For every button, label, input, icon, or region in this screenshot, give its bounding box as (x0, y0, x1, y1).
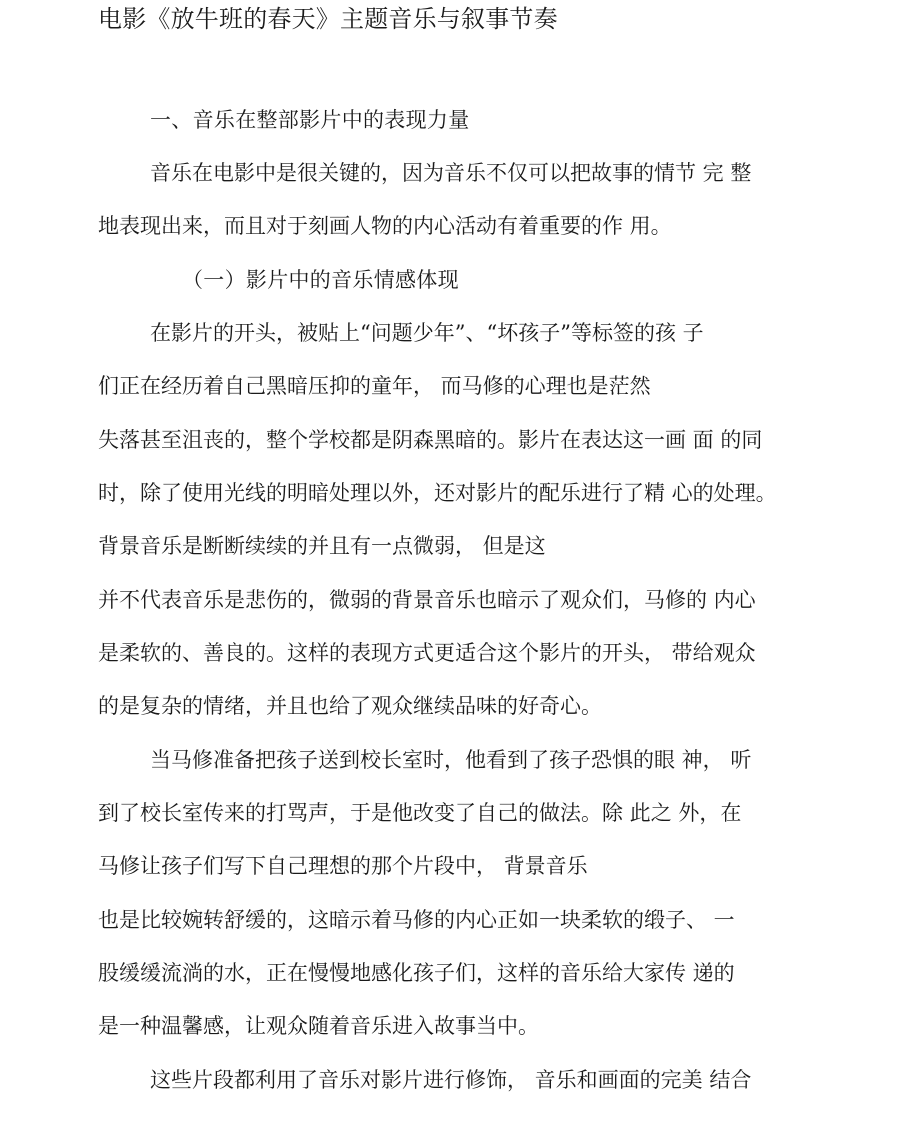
paragraph-2-line: 当马修准备把孩子送到校长室时，他看到了孩子恐惧的眼 神， 听 (150, 748, 752, 772)
paragraph-2-line: 是一种温馨感，让观众随着音乐进入故事当中。 (98, 1014, 539, 1038)
paragraph-1-line: 背景音乐是断断续续的并且有一点微弱， 但是这 (98, 534, 546, 558)
paragraph-1-line: 并不代表音乐是悲伤的，微弱的背景音乐也暗示了观众们，马修的 内心 (98, 588, 756, 612)
paragraph-1-line: 的是复杂的情绪，并且也给了观众继续品味的好奇心。 (98, 694, 602, 718)
subsection-heading: （一）影片中的音乐情感体现 (182, 268, 459, 292)
section-intro-line: 地表现出来，而且对于刻画人物的内心活动有着重要的作 用。 (98, 214, 672, 238)
paragraph-1-line: 失落甚至沮丧的，整个学校都是阴森黑暗的。影片在表达这一画 面 的同 (98, 428, 763, 452)
section-intro-line: 音乐在电影中是很关键的，因为音乐不仅可以把故事的情节 完 整 (150, 161, 752, 185)
paragraph-3-line: 这些片段都利用了音乐对影片进行修饰， 音乐和画面的完美 结合 (150, 1068, 752, 1092)
paragraph-1-line: 们正在经历着自己黑暗压抑的童年， 而马修的心理也是茫然 (98, 374, 651, 398)
document-title: 电影《放牛班的春天》主题音乐与叙事节奏 (98, 5, 558, 33)
paragraph-1-line: 时，除了使用光线的明暗处理以外，还对影片的配乐进行了精 心的处理。 (98, 481, 777, 505)
paragraph-2-line: 也是比较婉转舒缓的，这暗示着马修的内心正如一块柔软的缎子、 一 (98, 908, 735, 932)
paragraph-2-line: 马修让孩子们写下自己理想的那个片段中， 背景音乐 (98, 854, 588, 878)
paragraph-1-line: 是柔软的、善良的。这样的表现方式更适合这个影片的开头， 带给观众 (98, 641, 756, 665)
paragraph-2-line: 股缓缓流淌的水，正在慢慢地感化孩子们，这样的音乐给大家传 递的 (98, 961, 735, 985)
paragraph-1-line: 在影片的开头，被贴上“问题少年”、“坏孩子”等标签的孩 子 (150, 321, 704, 345)
section-heading: 一、音乐在整部影片中的表现力量 (150, 108, 470, 132)
paragraph-2-line: 到了校长室传来的打骂声，于是他改变了自己的做法。除 此之 外，在 (98, 801, 742, 825)
